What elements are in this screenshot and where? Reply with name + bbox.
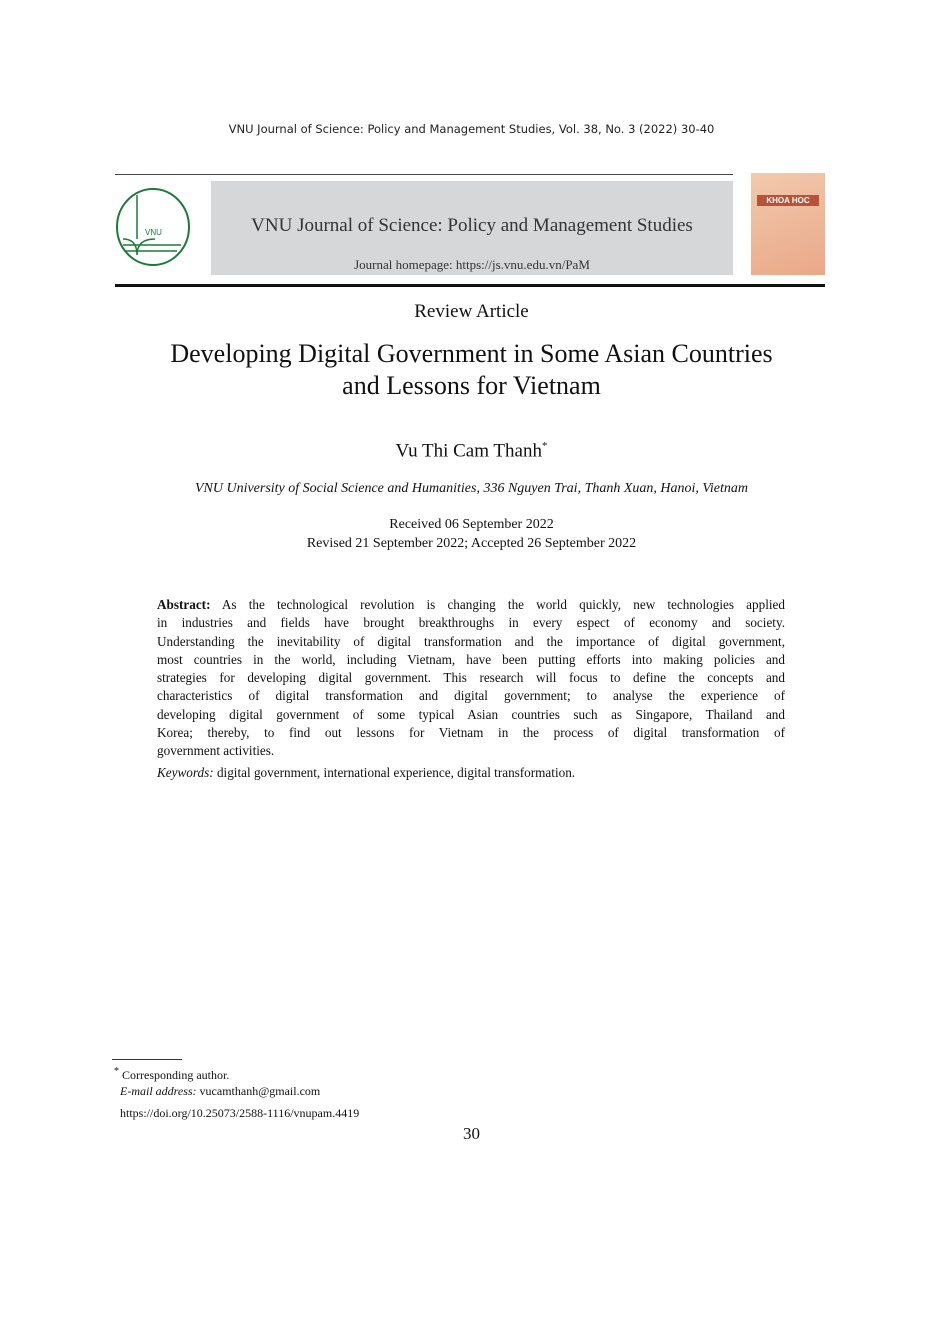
journal-homepage: Journal homepage: https://js.vnu.edu.vn/PaM (354, 257, 590, 272)
article-title (0, 338, 943, 402)
email-label: E-mail address: (120, 1084, 197, 1098)
journal-cover-image (751, 173, 825, 275)
abstract-label: Abstract: (157, 597, 211, 612)
corresponding-author: Corresponding author. (122, 1068, 230, 1082)
keywords (157, 765, 575, 781)
abstract-line: government activities. (157, 743, 275, 759)
email-address[interactable]: vucamthanh@gmail.com (199, 1084, 321, 1098)
abstract-line: most countries in the world, including Vietnam, have been putting efforts into making policies and (157, 651, 785, 667)
doi-link[interactable]: https://doi.org/10.25073/2588-1116/vnupam.4419 (120, 1106, 360, 1120)
abstract-line: As the technological revolution is changing the world quickly, new technologies applied (221, 597, 785, 612)
vnu-logo (115, 187, 191, 267)
cover-title: KHOA HOC (757, 195, 819, 206)
dates (0, 515, 943, 553)
author (0, 440, 943, 462)
running-header: VNU Journal of Science: Policy and Management Studies, Vol. 38, No. 3 (2022) 30-40 (228, 122, 715, 136)
author-mark: * (541, 440, 548, 452)
footnote (114, 1064, 320, 1099)
footnote-mark: * (114, 1066, 119, 1077)
page-number: 30 (463, 1124, 480, 1143)
article-type: Review Article (414, 301, 529, 322)
title-line: and Lessons for Vietnam (342, 371, 601, 400)
abstract (157, 596, 785, 761)
revised-date: Revised 21 September 2022; Accepted 26 September 2022 (306, 536, 637, 551)
svg-text:VNU: VNU (145, 228, 162, 237)
keywords-label: Keywords: (157, 765, 214, 780)
author-name: Vu Thi Cam Thanh (395, 440, 542, 462)
divider (115, 284, 825, 287)
affiliation: VNU University of Social Science and Humanities, 336 Nguyen Trai, Thanh Xuan, Hanoi, Vietnam (194, 481, 749, 496)
keywords-text: digital government, international experience, digital transformation. (216, 765, 576, 780)
received-date: Received 06 September 2022 (389, 517, 554, 532)
abstract-line: in industries and fields have brought breakthroughs in every espect of economy and society. (157, 615, 785, 631)
title-line: Developing Digital Government in Some Asian Countries (170, 339, 773, 368)
journal-title: VNU Journal of Science: Policy and Management Studies (251, 215, 693, 236)
abstract-line: Understanding the inevitability of digital transformation and the importance of digital government, (157, 633, 785, 649)
abstract-line: characteristics of digital transformation and digital government; to analyse the experience of (157, 688, 785, 704)
footnote-divider (112, 1059, 182, 1060)
abstract-line: developing digital government of some typical Asian countries such as Singapore, Thailand and (157, 706, 785, 722)
divider (115, 174, 733, 175)
journal-banner (211, 181, 733, 275)
abstract-line: Korea; thereby, to find out lessons for Vietnam in the process of digital transformation of (157, 725, 785, 741)
abstract-line: strategies for developing digital government. This research will focus to define the concepts and (157, 670, 785, 686)
